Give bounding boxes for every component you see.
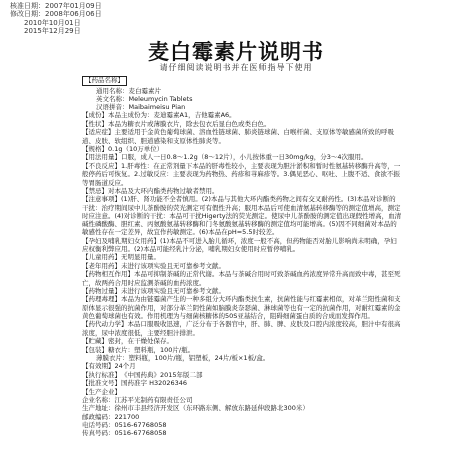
section-title-packaging: 【包装】 (82, 345, 108, 354)
section-approval (82, 379, 402, 388)
pharmacokinetics-text: 本品口服吸收迅速，广泛分布于各器官中，肝、肺、脾、皮肤及口腔内浓度较高，胆汁中有很高浓度，尿中浓度很低，主要经胆汁排泄。 (82, 320, 401, 337)
indications-text: 主要适用于金黄色葡萄球菌、溶血性链球菌、肺炎链球菌、白喉杆菌、支原体等敏感菌所致的呼吸道、皮肤、软组织、胆道感染和支原体性肺炎等。 (82, 128, 394, 145)
section-title-validity: 【有效期】 (82, 362, 115, 371)
section-title-adverse: 【不良反应】 (82, 161, 121, 170)
validity-text: 24个月 (114, 362, 136, 371)
section-title-approval: 【批准文号】 (82, 379, 121, 388)
section-children (82, 253, 402, 262)
company-address: 生产地址：徐州市丰县经济开发区（东环路东侧、解放东路延伸段路北300米） (82, 404, 309, 413)
specification-text: 0.1g（10万单位） (108, 144, 164, 153)
section-title-children: 【儿童用药】 (82, 253, 121, 262)
pregnancy-text: (1)本品不可进入胎儿循环，浓度一般不高，但药物能否对胎儿影响尚未明确，孕妇应权衡利弊应用。(2)本品可能经乳汁分泌，哺乳期妇女使用时应暂停哺乳。 (82, 236, 397, 254)
overdose-text: 未进行该项实验且无可靠参考文献。 (121, 286, 225, 295)
section-precautions (82, 195, 402, 236)
section-title-ingredients: 【成份】 (82, 111, 108, 120)
section-title-usage: 【用法用量】 (82, 153, 121, 162)
packaging-line-1: 糖衣片：塑料瓶，100片/瓶。 (108, 345, 195, 354)
section-title-elderly: 【老年用药】 (82, 261, 121, 270)
section-title-contraindications: 【禁忌】 (82, 186, 108, 195)
section-title-indications: 【适应症】 (82, 128, 115, 137)
generic-name: 通用名称：麦白霉素片 (96, 86, 161, 95)
section-indications (82, 128, 402, 145)
section-title-manufacturer: 【生产企业】 (82, 387, 121, 396)
section-storage (82, 337, 402, 346)
interactions-text: 本品可抑制茶碱的正常代谢。本品与茶碱合用时可致茶碱血药浓度异常升高而致中毒，甚至死亡，故两药合用时应监测茶碱的血药浓度。 (82, 270, 401, 287)
section-title-overdose: 【药物过量】 (82, 286, 121, 295)
approval-date: 核准日期：2007年01月09日 (10, 2, 102, 10)
fax-number: 传真号码：0516-67768058 (82, 429, 167, 438)
section-description (82, 120, 402, 129)
section-standard (82, 371, 402, 380)
children-text: 无明显用量。 (121, 253, 160, 262)
document-subtitle: 请仔细阅读说明书并在医师指导下使用 (159, 63, 313, 72)
approval-text: 国药准字 H32026346 (121, 379, 188, 388)
contraindications-text: 对本品及大环内酯类药物过敏者禁用。 (108, 186, 219, 195)
revision-date-2: 2010年10月01日 (24, 18, 81, 27)
section-manufacturer (82, 388, 402, 438)
english-name: 英文名称：Meleumycin Tablets (96, 94, 193, 103)
elderly-text: 未进行该项实验且无可靠参考文献。 (121, 261, 225, 270)
description-text: 本品为糖衣片或薄膜衣片，除去包衣后显白色或类白色。 (108, 119, 271, 128)
section-elderly (82, 262, 402, 271)
ingredients-text: 本品主成份为：麦迪霉素A1，吉他霉素A6。 (108, 111, 236, 120)
postal-code: 邮政编码：221700 (82, 412, 140, 421)
section-title-drug-name: 【药品名称】 (82, 76, 127, 86)
section-title-pharmacokinetics: 【药代动力学】 (82, 320, 128, 329)
section-title-pharmacology: 【药理毒理】 (82, 295, 121, 304)
standard-text: 《中国药典》2015年版二部 (121, 370, 203, 379)
pharmacology-text: 本品为由链霉菌产生的一种多组分大环内酯类抗生素，抗菌性能与红霉素相似，对革兰阳性菌和支原体显示很强的抗菌作用，对部分革兰阴性菌如脑膜炎奈瑟菌、淋球菌等也有一定的抗菌作用，对耐红霉素的金黄色葡萄球菌也有效。作用机理为与细菌核糖体的50S亚基结合，阻碍细菌蛋白质的合成而发挥作用。 (82, 295, 401, 321)
revision-date-1: 修改日期：2008年06月06日 (10, 10, 102, 19)
section-drug-name (82, 74, 402, 111)
packaging-line-2: 薄膜衣片：塑料瓶，100片/瓶，铝塑板，24片/板×1板/盒。 (96, 354, 270, 363)
section-title-pregnancy: 【孕妇及哺乳期妇女用药】 (82, 236, 160, 245)
section-title-storage: 【贮藏】 (82, 337, 108, 346)
section-title-standard: 【执行标准】 (82, 370, 121, 379)
section-title-description: 【性状】 (82, 119, 108, 128)
section-interactions (82, 270, 402, 287)
company-name: 企业名称：江苏平光制药有限责任公司 (82, 396, 193, 405)
revision-dates (10, 2, 102, 36)
section-ingredients (82, 111, 402, 120)
insert-body (82, 74, 402, 468)
section-validity (82, 362, 402, 371)
document-title: 麦白霉素片说明书 (148, 40, 324, 64)
section-usage (82, 153, 402, 162)
section-contraindications (82, 187, 402, 196)
section-packaging (82, 346, 402, 363)
section-title-interactions: 【药物相互作用】 (82, 270, 134, 279)
section-adverse-reactions (82, 162, 402, 187)
section-title-specification: 【规格】 (82, 144, 108, 153)
revision-date-3: 2015年12月29日 (24, 27, 81, 36)
phone-number: 电话号码：0516-67768058 (82, 420, 167, 429)
section-pharmacokinetics (82, 320, 402, 337)
precautions-text: (1)肝、肾功能不全者慎用。(2)本品与其他大环内酯类药物之间有交叉耐药性。(3)本品对诊断的干扰：治疗期间尿中儿茶酚胺的荧光测定可有假性升高；服用本品后可使血清氨基转移酶等的测定值增高，测定时应注意。(4)对诊断的干扰：本品可干扰Higerty法的荧光测定。使尿中儿茶酚胺的测定值出现假性增高，血清碱性磷酸酶、胆红素、丙氨酸氨基转移酶和门冬氨酸氨基转移酶的测定值均可能增高。(5)因不同细菌对本品的敏感性存在一定差异，故宜作药敏测定。(6)本品在pH=5.5时较差。 (82, 195, 402, 237)
usage-text: 口服，成人一日0.8～1.2g（8～12片），小儿按体重一日30mg/kg，分3～4次服用。 (121, 153, 368, 162)
section-pharmacology (82, 295, 402, 320)
section-title-precautions: 【注意事项】 (82, 195, 121, 204)
adverse-text: 1.肝毒性：在正常剂量下本品的肝毒性较小，主要表现为胆汁淤积和暂时性氨基转移酶升高等，一般停药后可恢复。2.过敏反应：主要表现为药物热、药疹和荨麻疹等。3.偶见恶心、呕吐、上腹不适、食欲不振等胃肠道反应。 (82, 161, 401, 187)
storage-text: 密封，在干燥处保存。 (108, 337, 173, 346)
pinyin-name: 汉语拼音：Maibaimeisu Pian (96, 102, 186, 111)
section-pregnancy (82, 237, 402, 254)
